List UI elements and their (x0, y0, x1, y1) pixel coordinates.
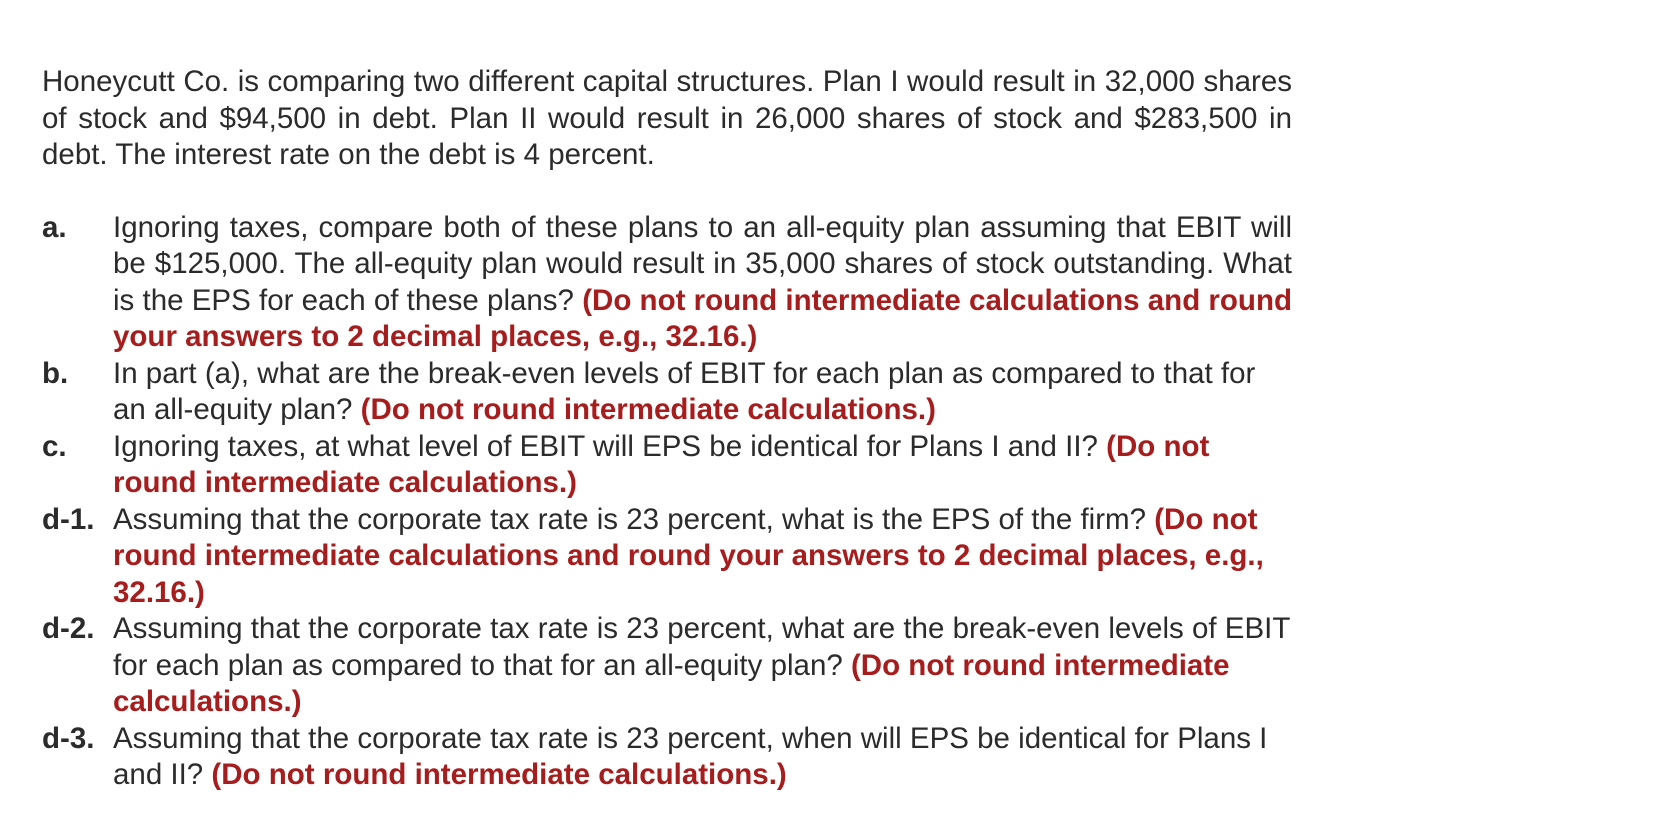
question-d-3 (42, 721, 1292, 794)
question-hint: (Do not round intermediate calculations.) (211, 758, 787, 791)
question-hint: (Do not round intermediate calculations.) (113, 648, 1230, 718)
question-body (113, 429, 1292, 502)
question-hint: (Do not round intermediate calculations.) (360, 393, 936, 426)
question-hint: (Do not round intermediate calculations.) (113, 429, 1210, 499)
question-body (113, 502, 1292, 612)
question-list (42, 210, 1292, 794)
question-text: In part (a), what are the break-even levels of EBIT for each plan as compared to that for an all-equity plan? (113, 356, 1256, 426)
question-label: a. (42, 210, 67, 244)
question-label: b. (42, 356, 69, 390)
question-label: d-2. (42, 612, 95, 645)
question-body (113, 721, 1292, 794)
question-a (42, 210, 1292, 356)
question-label: c. (42, 429, 67, 463)
question-b (42, 356, 1292, 429)
question-label: d-3. (42, 721, 95, 755)
problem-intro: Honeycutt Co. is comparing two different capital structures. Plan I would result in 32,000 shares of stock and $94,500 in debt. Plan II would result in 26,000 shares of stock and $283,500 in debt. The interest rate on the debt is 4 percent. (42, 65, 1292, 171)
question-text: Ignoring taxes, at what level of EBIT will EPS be identical for Plans I and II? (113, 429, 1098, 463)
question-hint: (Do not round intermediate calculations and round your answers to 2 decimal places, e.g., 32.16.) (113, 283, 1292, 353)
question-body (113, 356, 1292, 429)
question-text: Assuming that the corporate tax rate is 23 percent, what are the break-even levels of EBIT for each plan as compared to that for an all-equity plan? (113, 612, 1290, 682)
question-text: Assuming that the corporate tax rate is 23 percent, when will EPS be identical for Plans I and II? (113, 721, 1268, 791)
question-hint: (Do not round intermediate calculations and round your answers to 2 decimal places, e.g., 32.16.) (113, 502, 1264, 609)
question-text: Ignoring taxes, compare both of these plans to an all-equity plan assuming that EBIT will be $125,000. The all-equity plan would result in 35,000 shares of stock outstanding. What is the EPS for each of these plans? (113, 210, 1292, 317)
problem-content (42, 64, 1292, 794)
question-body (113, 210, 1292, 356)
question-d-1 (42, 502, 1292, 612)
question-label: d-1. (42, 502, 95, 536)
question-c (42, 429, 1292, 502)
question-body (113, 611, 1292, 721)
question-d-2 (42, 611, 1292, 721)
question-text: Assuming that the corporate tax rate is 23 percent, what is the EPS of the firm? (113, 502, 1147, 536)
